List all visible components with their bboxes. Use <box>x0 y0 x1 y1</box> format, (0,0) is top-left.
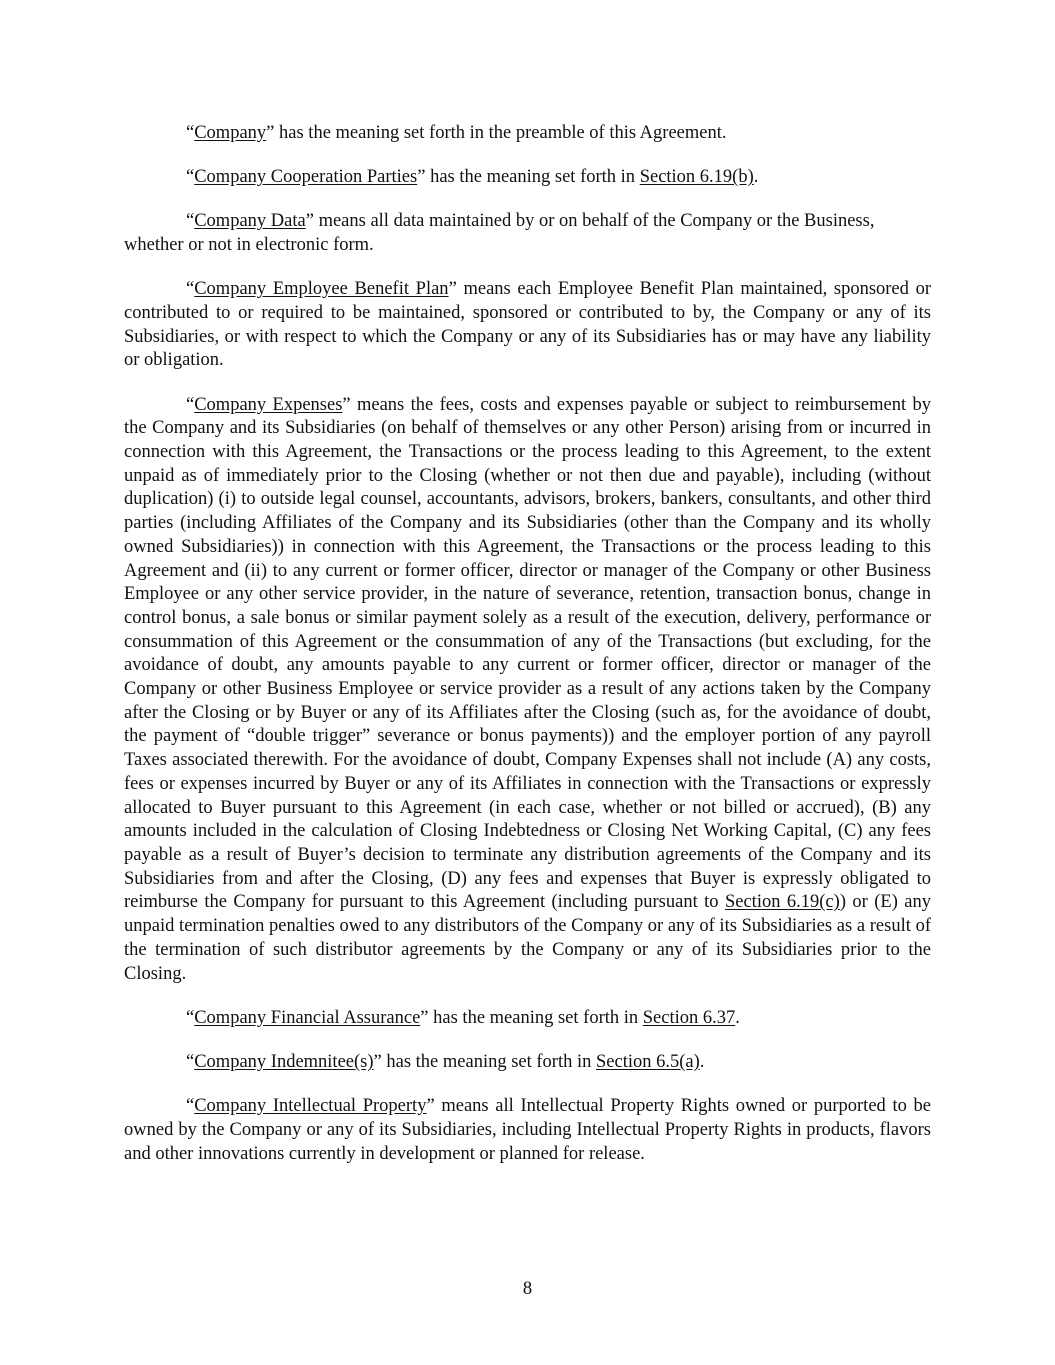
defined-term: Company Employee Benefit Plan <box>194 279 449 300</box>
definition-company-intellectual-property: “Company Intellectual Property” means all Intellectual Property Rights owned or purported to be owned by the Company or any of its Subsidiaries, including Intellectual Property Rights in products, flavors and other innovations currently in development or planned for release. <box>124 1096 932 1164</box>
definition-text: means the fees, costs and expenses payable or subject to reimbursement by the Company and its Subsidiaries (on behalf of themselves or any other Person) arising from or incurred in connection with this Agreement, the Transactions or the process leading to this Agreement, to the extent unpaid as of immediately prior to the Closing (whether or not then due and payable), including (without duplication) (i) to outside legal counsel, accountants, advisors, brokers, bankers, consultants, and other third parties (including Affiliates of the Company and its Subsidiaries (other than the Company and its wholly owned Subsidiaries)) in connection with this Agreement, the Transactions or the process leading to this Agreement and (ii) to any current or former officer, director or manager of the Company or other Business Employee or any other service provider, in the nature of severance, retention, transaction bonus, change in control bonus, a sale bonus or similar payment solely as a result of the execution, delivery, performance or consummation of this Agreement or the consummation of any of the Transactions (but excluding, for the avoidance of doubt, any amounts payable to any current or former officer, director or manager of the Company or other Business Employee or service provider as a result of any actions taken by the Company after the Closing or by Buyer or any of its Affiliates after the Closing (such as, for the avoidance of doubt, the payment of “double trigger” severance or bonus payments)) and the employer portion of any payroll Taxes associated therewith. For the avoidance of doubt, Company Expenses shall not include (A) any costs, fees or expenses incurred by Buyer or any of its Affiliates in connection with the Transactions or expressly allocated to Buyer pursuant to this Agreement (in each case, whether or not billed or accrued), (B) any amounts included in the calculation of Closing Indebtedness or Closing Net Working Capital, (C) any fees payable as a result of Buyer’s decision to terminate any distribution agreements of the Company and its Subsidiaries from and after the Closing, (D) any fees and expenses that Buyer is expressly obligated to reimburse the Company for pursuant to this Agreement (including pursuant to <box>124 394 931 913</box>
definition-text: ) or (E) any unpaid termination penalties owed to any distributors of the Company or any of its Subsidiaries as a result of the termination of such distributor agreements by the Company or any of its Subsidiaries prior to the Closing. <box>124 892 932 984</box>
page-number: 8 <box>522 1279 533 1299</box>
definition-company-indemnitees: “Company Indemnitee(s)” has the meaning set forth in Section 6.5(a). <box>186 1051 705 1072</box>
section-reference: Section 6.19(b) <box>639 167 754 188</box>
defined-term: Company Expenses <box>194 394 343 415</box>
definition-text: has the meaning set forth in <box>428 1007 643 1028</box>
definition-text: means all data maintained by or on behalf of the Company or the Business, whether or not in electronic form. <box>124 211 875 256</box>
section-reference: Section 6.19(c) <box>724 892 840 913</box>
defined-term: Company Indemnitee(s) <box>194 1051 374 1072</box>
definition-company-cooperation-parties: “Company Cooperation Parties” has the meaning set forth in Section 6.19(b). <box>186 167 759 188</box>
definition-text: . <box>699 1051 705 1072</box>
definition-text: means all Intellectual Property Rights owned or purported to be owned by the Company or any of its Subsidiaries, including Intellectual Property Rights in products, flavors and other innovations currently in development or planned for release. <box>124 1096 932 1164</box>
defined-term: Company Data <box>194 211 306 232</box>
section-reference: Section 6.37 <box>642 1007 736 1028</box>
definition-text: means each Employee Benefit Plan maintained, sponsored or contributed to or required to be maintained, sponsored or contributed to by, the Company or any of its Subsidiaries, or with respect to which the Company or any of its Subsidiaries has or may have any liability or obligation. <box>124 279 931 371</box>
definition-text: . <box>735 1007 740 1028</box>
defined-term: Company Cooperation Parties <box>194 167 418 188</box>
definition-text: has the meaning set forth in the preamble of this Agreement. <box>274 123 727 143</box>
defined-term: Company Financial Assurance <box>194 1007 421 1028</box>
definition-text: . <box>753 167 759 188</box>
section-reference: Section 6.5(a) <box>596 1051 700 1072</box>
definition-company-data: “Company Data” means all data maintained by or on behalf of the Company or the Business, whether or not in electronic form. <box>124 211 875 256</box>
definition-company-employee-benefit-plan: “Company Employee Benefit Plan” means each Employee Benefit Plan maintained, sponsored or contributed to or required to be maintained, sponsored or contributed to by, the Company or any of its Subsidiaries, or with respect to which the Company or any of its Subsidiaries has or may have any liability or obligation. <box>124 279 931 371</box>
definition-text: has the meaning set forth in <box>381 1051 596 1072</box>
document-body <box>124 122 931 1187</box>
defined-term: Company Intellectual Property <box>194 1096 427 1117</box>
defined-term: Company <box>194 123 267 143</box>
definition-company-expenses: “Company Expenses” means the fees, costs and expenses payable or subject to reimbursement by the Company and its Subsidiaries (on behalf of themselves or any other Person) arising from or incurred in connection with this Agreement, the Transactions or the process leading to this Agreement, to the extent unpaid as of immediately prior to the Closing (whether or not then due and payable), including (without duplication) (i) to outside legal counsel, accountants, advisors, brokers, bankers, consultants, and other third parties (including Affiliates of the Company and its Subsidiaries (other than the Company and its wholly owned Subsidiaries)) in connection with this Agreement, the Transactions or the process leading to this Agreement and (ii) to any current or former officer, director or manager of the Company or other Business Employee or any other service provider, in the nature of severance, retention, transaction bonus, change in control bonus, a sale bonus or similar payment solely as a result of the execution, delivery, performance or consummation of this Agreement or the consummation of any of the Transactions (but excluding, for the avoidance of doubt, any amounts payable to any current or former officer, director or manager of the Company or other Business Employee or service provider as a result of any actions taken by the Company after the Closing or by Buyer or any of its Affiliates after the Closing (such as, for the avoidance of doubt, the payment of “double trigger” severance or bonus payments)) and the employer portion of any payroll Taxes associated therewith. For the avoidance of doubt, Company Expenses shall not include (A) any costs, fees or expenses incurred by Buyer or any of its Affiliates in connection with the Transactions or expressly allocated to Buyer pursuant to this Agreement (in each case, whether or not billed or accrued), (B) any amounts included in the calculation of Closing Indebtedness or Closing Net Working Capital, (C) any fees payable as a result of Buyer’s decision to terminate any distribution agreements of the Company and its Subsidiaries from and after the Closing, (D) any fees and expenses that Buyer is expressly obligated to reimburse the Company for pursuant to this Agreement (including pursuant to Section 6.19(c)) or (E) any unpaid termination penalties owed to any distributors of the Company or any of its Subsidiaries as a result of the termination of such distributor agreements by the Company or any of its Subsidiaries prior to the Closing. <box>124 394 932 984</box>
definition-text: has the meaning set forth in <box>425 167 640 188</box>
definition-company: “Company” has the meaning set forth in the preamble of this Agreement. <box>186 123 727 143</box>
definition-company-financial-assurance: “Company Financial Assurance” has the meaning set forth in Section 6.37. <box>186 1007 740 1028</box>
